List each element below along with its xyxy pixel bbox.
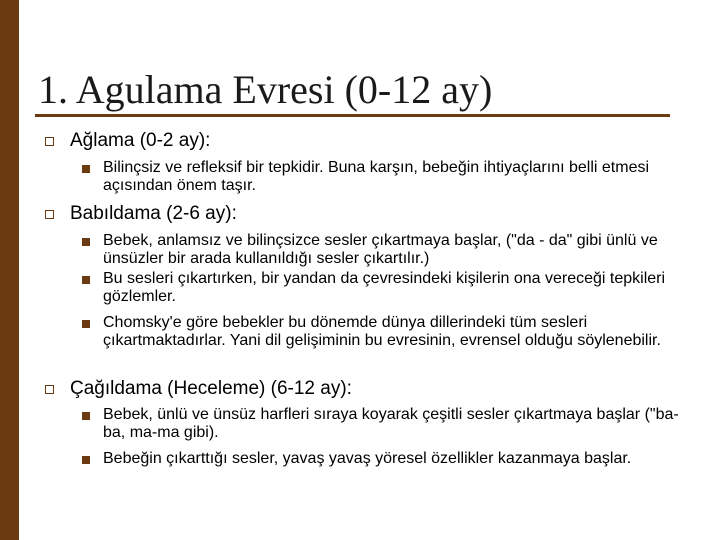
- list-item: Bu sesleri çıkartırken, bir yandan da çevresindeki kişilerin ona vereceği tepkileri gözlemler.: [103, 270, 666, 305]
- section-heading: Çağıldama (Heceleme) (6-12 ay):: [70, 378, 352, 399]
- list-item: Bebeğin çıkarttığı sesler, yavaş yavaş yöresel özellikler kazanmaya başlar.: [103, 450, 632, 467]
- section-heading: Babıldama (2-6 ay):: [70, 203, 237, 224]
- bullet-icon: [82, 165, 90, 173]
- left-accent-bar: [0, 0, 19, 540]
- bullet-icon: [82, 276, 90, 284]
- list-item: Bebek, anlamsız ve bilinçsizce sesler çıkartmaya başlar, ("da - da" gibi ünlü ve ünsüzler bir arada kullanıldığı sesler çıkartılır.): [103, 232, 658, 267]
- bullet-icon: [82, 238, 90, 246]
- list-item: Chomsky'e göre bebekler bu dönemde dünya dillerindeki tüm sesleri çıkartmaktadırlar. Yani dil gelişiminin bu evresinin, evrensel olduğu söylenebilir.: [103, 314, 661, 349]
- list-item: Bilinçsiz ve refleksif bir tepkidir. Buna karşın, bebeğin ihtiyaçlarını belli etmesi açısından önem taşır.: [103, 159, 650, 194]
- section-heading: Ağlama (0-2 ay):: [70, 130, 211, 151]
- list-item: Bebek, ünlü ve ünsüz harfleri sıraya koyarak çeşitli sesler çıkartmaya başlar ("ba-ba, ma-ma gibi).: [103, 406, 679, 441]
- bullet-icon: [82, 456, 90, 464]
- square-bullet-icon: [45, 137, 54, 146]
- bullet-icon: [82, 320, 90, 328]
- square-bullet-icon: [45, 385, 54, 394]
- bullet-icon: [82, 412, 90, 420]
- square-bullet-icon: [45, 210, 54, 219]
- title-underline: [35, 114, 670, 117]
- slide-title: 1. Agulama Evresi (0-12 ay): [38, 67, 493, 112]
